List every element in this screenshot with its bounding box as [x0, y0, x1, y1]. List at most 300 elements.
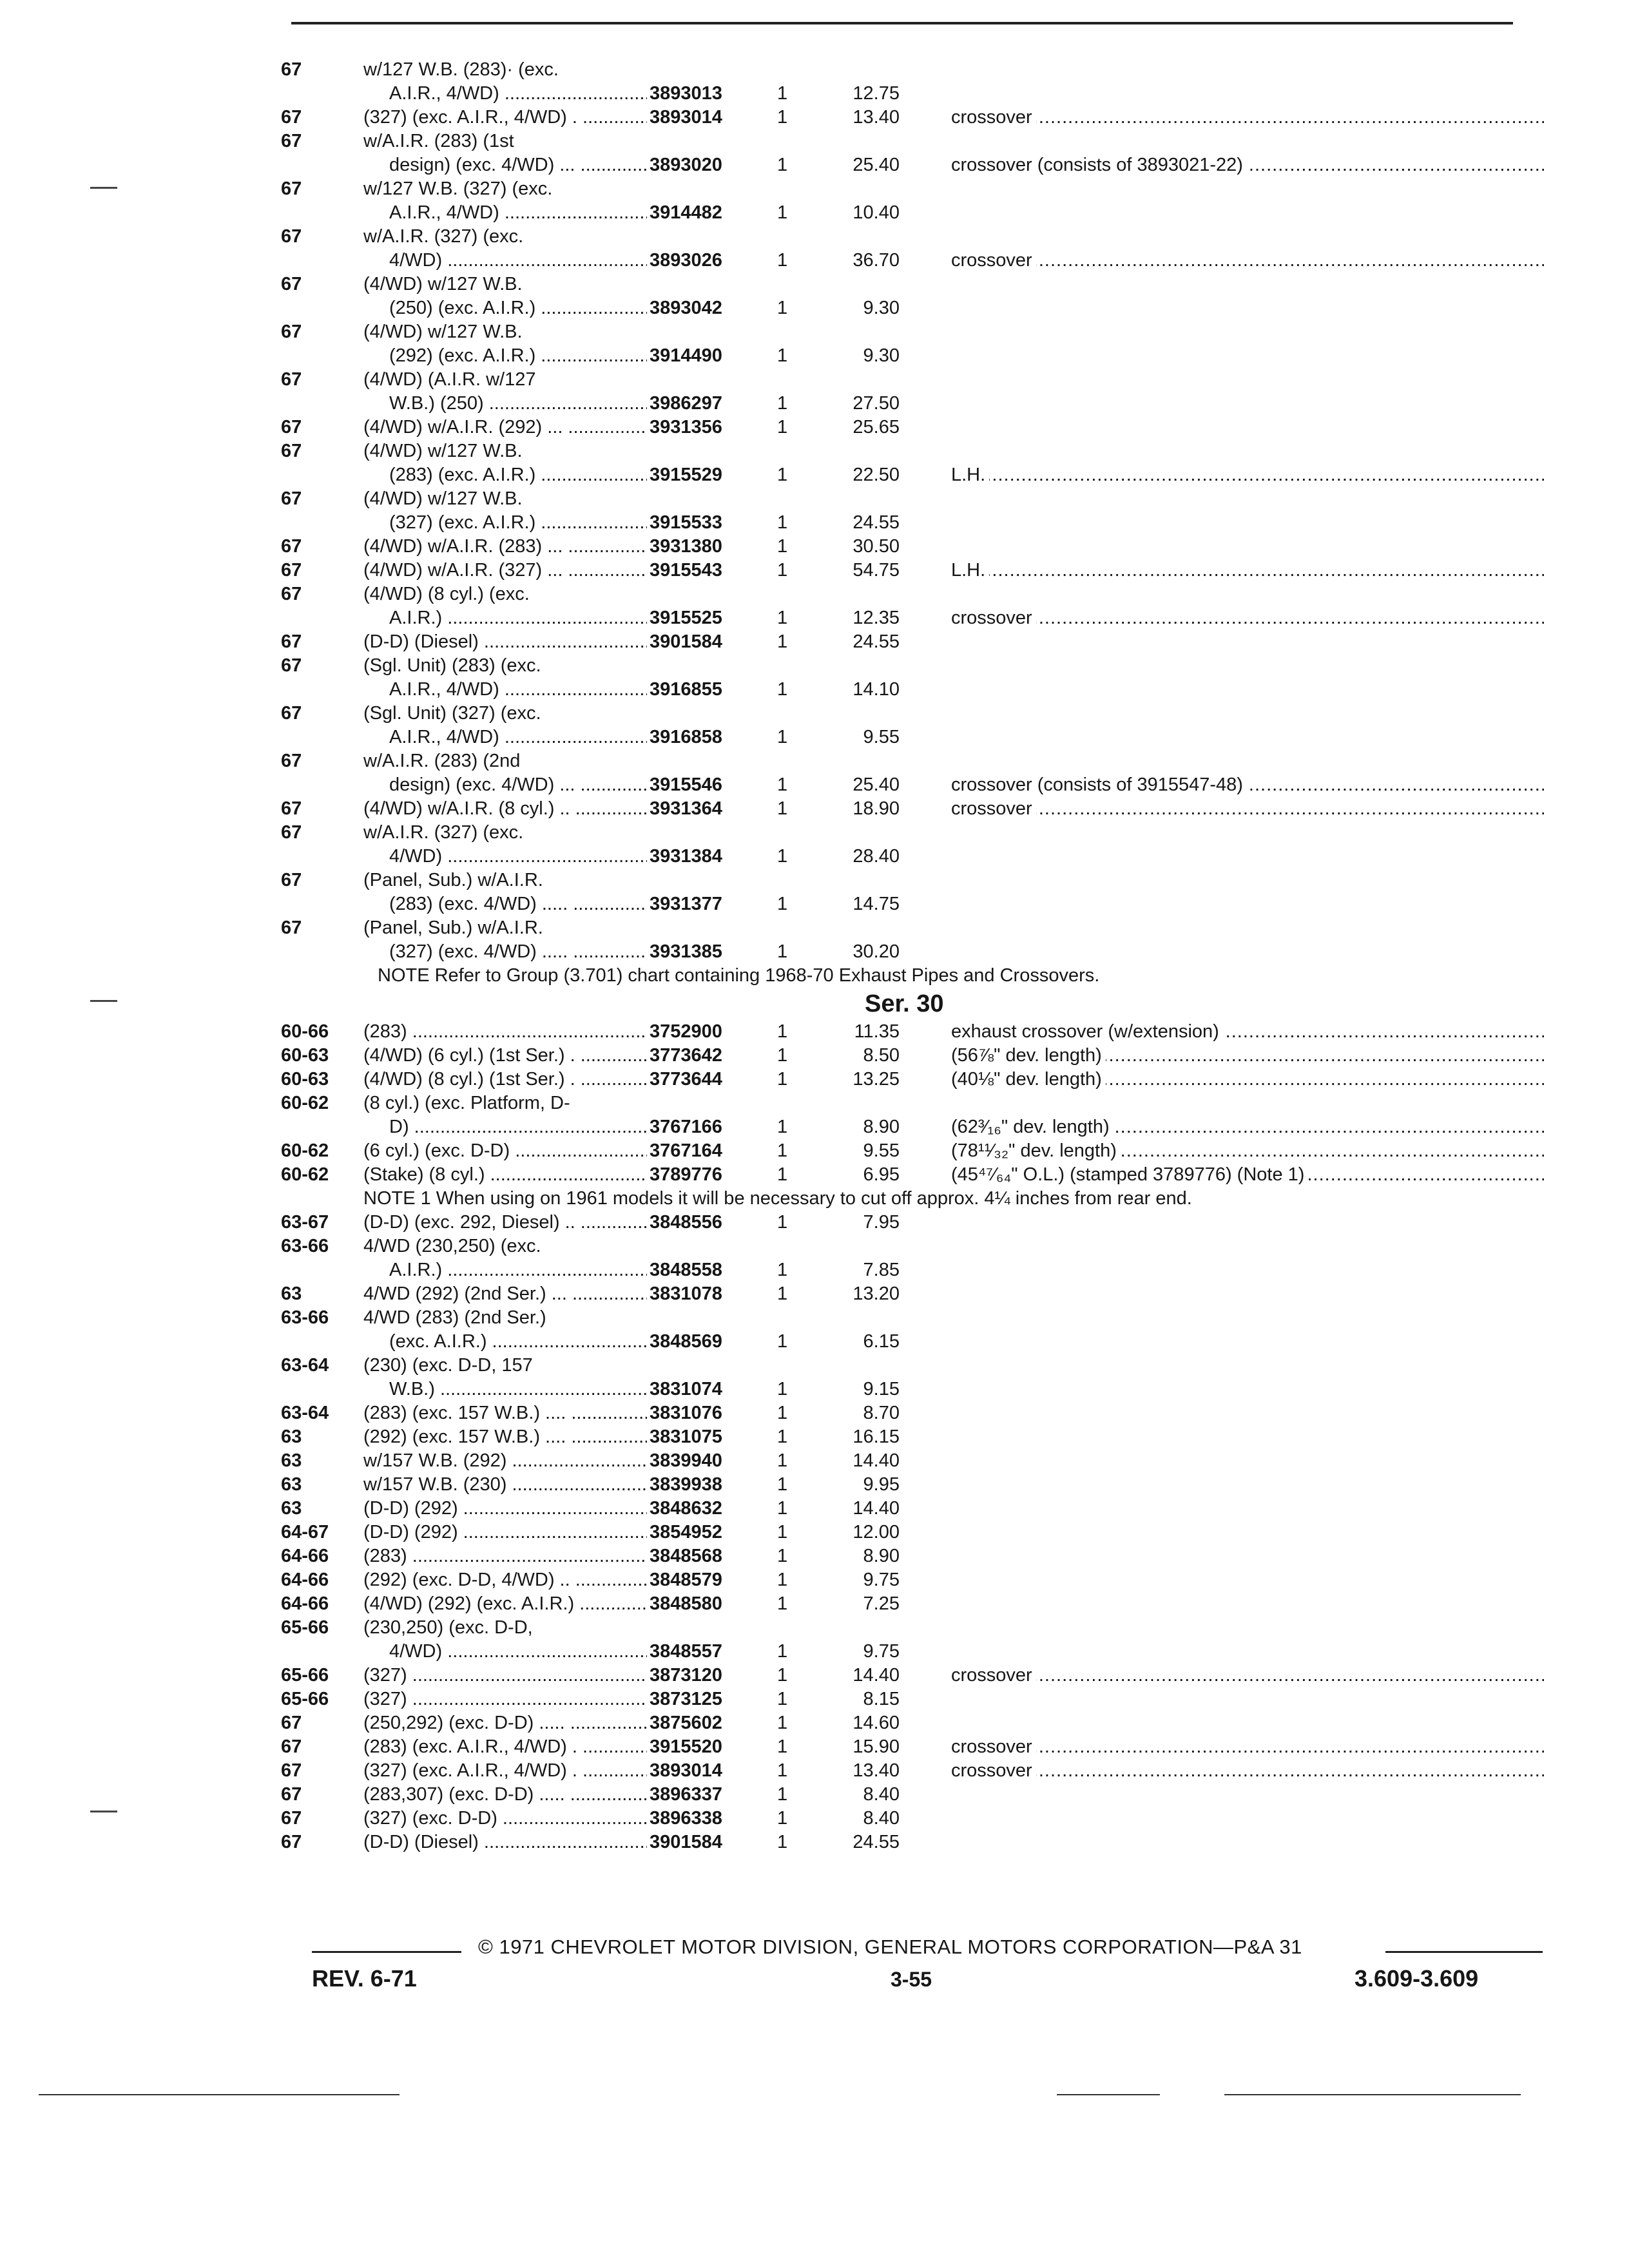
series-heading: Ser. 30 [865, 990, 944, 1017]
item-description: w/A.I.R. (283) (2nd [363, 751, 521, 771]
model-year: 63-67 [281, 1212, 329, 1233]
part-number: 3914482 [647, 201, 766, 225]
quantity: 1 [777, 1760, 788, 1781]
model-year: 67 [281, 1832, 302, 1852]
quantity: 1 [777, 1641, 788, 1662]
part-number: 3893042 [647, 296, 766, 320]
table-row [281, 1330, 1544, 1354]
remark [951, 106, 1544, 130]
part-number: 3901584 [647, 1831, 766, 1854]
part-number: 3789776 [647, 1163, 766, 1187]
item-description: (D-D) (exc. 292, Diesel) .. ..... [363, 1211, 647, 1235]
quantity: 1 [777, 1427, 788, 1447]
model-year: 64-66 [281, 1570, 329, 1590]
part-number: 3848569 [647, 1330, 766, 1354]
model-year: 64-66 [281, 1546, 329, 1566]
quantity: 1 [777, 1832, 788, 1852]
part-number: 3848568 [647, 1544, 766, 1568]
item-description: (4/WD) w/A.I.R. (327) ... ..... [363, 559, 647, 582]
table-row [281, 1115, 1544, 1139]
part-number: 3831074 [647, 1378, 766, 1401]
price: 13.20 [853, 1283, 900, 1304]
part-number: 3848580 [647, 1592, 766, 1616]
item-description: (4/WD) (6 cyl.) (1st Ser.) . ..... [363, 1044, 647, 1068]
remark [951, 1115, 1544, 1139]
table-row [281, 726, 1544, 749]
table-row [281, 535, 1544, 559]
part-number: 3931384 [647, 845, 766, 869]
model-year: 67 [281, 655, 302, 676]
page-number: 3-55 [891, 1968, 932, 1991]
remark [951, 1020, 1544, 1044]
quantity: 1 [777, 1331, 788, 1352]
price: 7.25 [863, 1593, 900, 1614]
table-row [281, 559, 1544, 582]
price: 11.35 [854, 1021, 900, 1042]
quantity: 1 [777, 1593, 788, 1614]
item-description: A.I.R.) ..... [389, 1258, 647, 1282]
item-description: design) (exc. 4/WD) ... ..... [389, 773, 647, 797]
table-row [281, 606, 1544, 630]
quantity: 1 [777, 417, 788, 437]
part-number: 3931385 [647, 940, 766, 964]
model-year: 67 [281, 322, 302, 342]
table-row [281, 630, 1544, 654]
part-number: 3773644 [647, 1068, 766, 1091]
table-row [281, 106, 1544, 130]
remark [951, 1664, 1544, 1687]
table-row [281, 130, 1544, 153]
table-row [281, 1473, 1544, 1497]
item-description: (292) (exc. A.I.R.) ..... [389, 344, 647, 368]
quantity: 1 [777, 1021, 788, 1042]
item-description: (4/WD) w/A.I.R. (292) ... ..... [363, 416, 647, 439]
model-year: 64-66 [281, 1593, 329, 1614]
remark-text: (56⅞" dev. length) [951, 1045, 1106, 1066]
quantity: 1 [777, 1212, 788, 1233]
table-row [281, 1592, 1544, 1616]
table-row [281, 1497, 1544, 1521]
price: 8.50 [863, 1045, 900, 1066]
part-number: 3893013 [647, 82, 766, 106]
table-row [281, 416, 1544, 439]
price: 14.40 [853, 1498, 900, 1519]
item-description: (4/WD) (292) (exc. A.I.R.) ..... [363, 1592, 647, 1616]
quantity: 1 [777, 1665, 788, 1686]
remark-text: (45⁴⁷⁄₆₄" O.L.) (stamped 3789776) (Note 1) [951, 1164, 1308, 1185]
table-row [281, 1735, 1544, 1759]
quantity: 1 [777, 536, 788, 557]
quantity: 1 [777, 83, 788, 104]
quantity: 1 [777, 727, 788, 747]
price: 8.15 [863, 1689, 900, 1709]
item-description: (4/WD) w/127 W.B. [363, 441, 523, 461]
table-row [281, 1449, 1544, 1473]
model-year: 65-66 [281, 1689, 329, 1709]
quantity: 1 [777, 1570, 788, 1590]
table-row [281, 1306, 1544, 1330]
price: 6.15 [863, 1331, 900, 1352]
part-number: 3873120 [647, 1664, 766, 1687]
quantity: 1 [777, 774, 788, 795]
remark [951, 1044, 1544, 1068]
note-1: NOTE 1 When using on 1961 models it will be necessary to cut off approx. 4¼ inches from rear end. [363, 1188, 1192, 1209]
part-number: 3831075 [647, 1425, 766, 1449]
table-row [281, 1211, 1544, 1235]
item-description: (283,307) (exc. D-D) ..... ..... [363, 1783, 647, 1807]
part-number: 3848579 [647, 1568, 766, 1592]
model-year: 65-66 [281, 1665, 329, 1686]
remark-text: exhaust crossover (w/extension) [951, 1021, 1223, 1042]
model-year: 67 [281, 918, 302, 938]
price: 8.90 [863, 1117, 900, 1137]
part-number: 3915525 [647, 606, 766, 630]
price: 14.10 [853, 679, 900, 700]
quantity: 1 [777, 202, 788, 223]
model-year: 64-67 [281, 1522, 329, 1542]
margin-mark [90, 1811, 117, 1812]
item-description: w/157 W.B. (292) ..... [363, 1449, 647, 1473]
quantity: 1 [777, 1045, 788, 1066]
part-number: 3893020 [647, 153, 766, 177]
model-year: 63 [281, 1450, 302, 1471]
model-year: 63-66 [281, 1236, 329, 1256]
model-year: 60-63 [281, 1069, 329, 1090]
table-row [281, 869, 1544, 892]
model-year: 67 [281, 417, 302, 437]
remark-text: (40⅛" dev. length) [951, 1069, 1106, 1090]
item-description: (6 cyl.) (exc. D-D) ..... [363, 1139, 647, 1163]
parts-table [281, 58, 1544, 1854]
part-number: 3915543 [647, 559, 766, 582]
item-description: (Sgl. Unit) (327) (exc. [363, 703, 541, 724]
model-year: 67 [281, 560, 302, 581]
table-row [281, 821, 1544, 845]
quantity: 1 [777, 1689, 788, 1709]
table-row [281, 225, 1544, 249]
table-row [281, 368, 1544, 392]
table-row [281, 1640, 1544, 1664]
quantity: 1 [777, 1140, 788, 1161]
remark [951, 249, 1544, 273]
item-description: (4/WD) (8 cyl.) (1st Ser.) . ..... [363, 1068, 647, 1091]
quantity: 1 [777, 1450, 788, 1471]
table-row [281, 273, 1544, 296]
model-year: 67 [281, 131, 302, 151]
remark-text: crossover [951, 608, 1036, 628]
item-description: (4/WD) w/A.I.R. (283) ... ..... [363, 535, 647, 559]
model-year: 60-66 [281, 1021, 329, 1042]
model-year: 67 [281, 274, 302, 294]
price: 22.50 [853, 465, 900, 485]
table-row [281, 797, 1544, 821]
part-number: 3854952 [647, 1521, 766, 1544]
quantity: 1 [777, 846, 788, 867]
series-30-block [281, 1020, 1544, 1187]
item-description: (Sgl. Unit) (283) (exc. [363, 655, 541, 676]
revision-label: REV. 6-71 [312, 1965, 417, 1992]
model-year: 63 [281, 1474, 302, 1495]
table-row [281, 1521, 1544, 1544]
price: 16.15 [853, 1427, 900, 1447]
model-year: 67 [281, 751, 302, 771]
model-year: 67 [281, 798, 302, 819]
item-description: (230,250) (exc. D-D, [363, 1617, 533, 1638]
price: 9.15 [863, 1379, 900, 1399]
table-row [281, 1759, 1544, 1783]
table-row [281, 392, 1544, 416]
model-year: 67 [281, 870, 302, 890]
part-number: 3915529 [647, 463, 766, 487]
table-row [281, 511, 1544, 535]
item-description: (D-D) (292) ..... [363, 1521, 647, 1544]
quantity: 1 [777, 107, 788, 128]
item-description: (D-D) (Diesel) ..... [363, 630, 647, 654]
remark [951, 1163, 1544, 1187]
table-row [281, 1544, 1544, 1568]
model-year: 63-64 [281, 1355, 329, 1376]
part-number: 3901584 [647, 630, 766, 654]
model-year: 67 [281, 59, 302, 80]
price: 25.65 [853, 417, 900, 437]
price: 9.30 [863, 345, 900, 366]
table-row [281, 845, 1544, 869]
quantity: 1 [777, 608, 788, 628]
part-number: 3893014 [647, 1759, 766, 1783]
remark-text: crossover [951, 250, 1036, 271]
price: 28.40 [853, 846, 900, 867]
price: 12.00 [853, 1522, 900, 1542]
model-year: 67 [281, 226, 302, 247]
quantity: 1 [777, 1498, 788, 1519]
price: 9.75 [863, 1641, 900, 1662]
model-year: 67 [281, 1760, 302, 1781]
price: 12.35 [853, 608, 900, 628]
part-number: 3848557 [647, 1640, 766, 1664]
quantity: 1 [777, 1522, 788, 1542]
price: 24.55 [853, 631, 900, 652]
footer-rule-left [312, 1951, 461, 1953]
quantity: 1 [777, 465, 788, 485]
table-row [281, 201, 1544, 225]
item-description: (327) (exc. A.I.R.) ..... [389, 511, 647, 535]
table-row [281, 1401, 1544, 1425]
part-number: 3931380 [647, 535, 766, 559]
price: 9.75 [863, 1570, 900, 1590]
item-description: A.I.R.) ..... [389, 606, 647, 630]
table-row [281, 1711, 1544, 1735]
remark-text: crossover [951, 1736, 1036, 1757]
part-number: 3915546 [647, 773, 766, 797]
price: 14.75 [853, 894, 900, 914]
table-row [281, 1664, 1544, 1687]
part-number: 3767166 [647, 1115, 766, 1139]
part-number: 3848558 [647, 1258, 766, 1282]
item-description: (4/WD) w/A.I.R. (8 cyl.) .. ..... [363, 797, 647, 821]
price: 9.30 [863, 298, 900, 318]
model-year: 67 [281, 1736, 302, 1757]
price: 8.70 [863, 1403, 900, 1423]
item-description: (250,292) (exc. D-D) ..... ..... [363, 1711, 647, 1735]
item-description: design) (exc. 4/WD) ... ..... [389, 153, 647, 177]
price: 54.75 [853, 560, 900, 581]
model-year: 67 [281, 822, 302, 843]
part-number: 3893014 [647, 106, 766, 130]
quantity: 1 [777, 345, 788, 366]
table-row [281, 1616, 1544, 1640]
part-number: 3831078 [647, 1282, 766, 1306]
item-description: w/A.I.R. (327) (exc. [363, 822, 524, 843]
part-number: 3752900 [647, 1020, 766, 1044]
item-description: (4/WD) w/127 W.B. [363, 274, 523, 294]
price: 13.40 [853, 107, 900, 128]
table-row [281, 249, 1544, 273]
quantity: 1 [777, 1117, 788, 1137]
copyright-line: © 1971 CHEVROLET MOTOR DIVISION, GENERAL MOTORS CORPORATION—P&A 31 [478, 1936, 1302, 1958]
part-number: 3896338 [647, 1807, 766, 1831]
part-number: 3916858 [647, 726, 766, 749]
remark [951, 797, 1544, 821]
part-number: 3839938 [647, 1473, 766, 1497]
price: 14.60 [853, 1713, 900, 1733]
remark [951, 1139, 1544, 1163]
table-row [281, 1354, 1544, 1378]
remark [951, 1735, 1544, 1759]
table-row [281, 1378, 1544, 1401]
item-description: (230) (exc. D-D, 157 [363, 1355, 533, 1376]
table-row [281, 177, 1544, 201]
table-row [281, 1687, 1544, 1711]
table-row [281, 296, 1544, 320]
table-row [281, 58, 1544, 82]
price: 9.55 [863, 1140, 900, 1161]
remark-text: (62³⁄₁₆" dev. length) [951, 1117, 1113, 1137]
remark [951, 1759, 1544, 1783]
top-rule [291, 22, 1513, 24]
bottom-rule-left [39, 2094, 400, 2095]
part-number: 3896337 [647, 1783, 766, 1807]
item-description: (327) ..... [363, 1664, 647, 1687]
part-number: 3915520 [647, 1735, 766, 1759]
item-description: (D-D) (292) ..... [363, 1497, 647, 1521]
remark [951, 606, 1544, 630]
part-number: 3916855 [647, 678, 766, 702]
series-30-block-continued [281, 1211, 1544, 1854]
quantity: 1 [777, 1164, 788, 1185]
price: 7.95 [863, 1212, 900, 1233]
item-description: (4/WD) (A.I.R. w/127 [363, 369, 536, 390]
remark [951, 773, 1544, 797]
quantity: 1 [777, 512, 788, 533]
remark [951, 559, 1544, 582]
model-year: 67 [281, 1808, 302, 1829]
price: 36.70 [853, 250, 900, 271]
quantity: 1 [777, 1260, 788, 1280]
price: 25.40 [853, 155, 900, 175]
table-row [281, 1425, 1544, 1449]
price: 14.40 [853, 1665, 900, 1686]
model-year: 67 [281, 536, 302, 557]
item-description: (283) (exc. A.I.R.) ..... [389, 463, 647, 487]
quantity: 1 [777, 1713, 788, 1733]
table-row [281, 654, 1544, 678]
item-description: (327) (exc. D-D) ..... [363, 1807, 647, 1831]
table-row [281, 702, 1544, 726]
model-year: 67 [281, 441, 302, 461]
model-year: 60-63 [281, 1045, 329, 1066]
remark-text: crossover (consists of 3915547-48) [951, 774, 1247, 795]
remark-text: L.H. [951, 560, 989, 581]
item-description: (4/WD) w/127 W.B. [363, 488, 523, 509]
quantity: 1 [777, 250, 788, 271]
table-row [281, 1020, 1544, 1044]
model-year: 63 [281, 1498, 302, 1519]
quantity: 1 [777, 631, 788, 652]
bottom-rule-middle [1057, 2094, 1160, 2095]
price: 12.75 [853, 83, 900, 104]
price: 27.50 [853, 393, 900, 414]
item-description: (327) ..... [363, 1687, 647, 1711]
table-row [281, 1068, 1544, 1091]
model-year: 67 [281, 488, 302, 509]
quantity: 1 [777, 1403, 788, 1423]
item-description: (292) (exc. 157 W.B.) .... ..... [363, 1425, 647, 1449]
model-year: 63-66 [281, 1307, 329, 1328]
section-range: 3.609-3.609 [1354, 1965, 1479, 1992]
quantity: 1 [777, 1474, 788, 1495]
item-description: w/157 W.B. (230) ..... [363, 1473, 647, 1497]
price: 8.90 [863, 1546, 900, 1566]
part-number: 3773642 [647, 1044, 766, 1068]
quantity: 1 [777, 1546, 788, 1566]
price: 13.40 [853, 1760, 900, 1781]
item-description: (Panel, Sub.) w/A.I.R. [363, 870, 543, 890]
table-row [281, 773, 1544, 797]
part-number: 3875602 [647, 1711, 766, 1735]
table-row [281, 1091, 1544, 1115]
part-number: 3931356 [647, 416, 766, 439]
item-description: (250) (exc. A.I.R.) ..... [389, 296, 647, 320]
quantity: 1 [777, 1069, 788, 1090]
part-number: 3915533 [647, 511, 766, 535]
price: 8.40 [863, 1784, 900, 1805]
quantity: 1 [777, 798, 788, 819]
model-year: 67 [281, 703, 302, 724]
item-description: W.B.) (250) ..... [389, 392, 647, 416]
item-description: (exc. A.I.R.) ..... [389, 1330, 647, 1354]
table-row [281, 749, 1544, 773]
series-20-block [281, 58, 1544, 964]
item-description: A.I.R., 4/WD) ..... [389, 678, 647, 702]
item-description: (Stake) (8 cyl.) ..... [363, 1163, 647, 1187]
price: 9.55 [863, 727, 900, 747]
table-row [281, 678, 1544, 702]
model-year: 67 [281, 178, 302, 199]
item-description: D) ..... [389, 1115, 647, 1139]
part-number: 3931364 [647, 797, 766, 821]
part-number: 3848632 [647, 1497, 766, 1521]
table-row [281, 1258, 1544, 1282]
item-description: 4/WD (230,250) (exc. [363, 1236, 541, 1256]
remark [951, 1068, 1544, 1091]
remark [951, 463, 1544, 487]
item-description: (327) (exc. 4/WD) ..... ..... [389, 940, 647, 964]
model-year: 63-64 [281, 1403, 329, 1423]
table-row [281, 1235, 1544, 1258]
quantity: 1 [777, 560, 788, 581]
price: 14.40 [853, 1450, 900, 1471]
quantity: 1 [777, 894, 788, 914]
